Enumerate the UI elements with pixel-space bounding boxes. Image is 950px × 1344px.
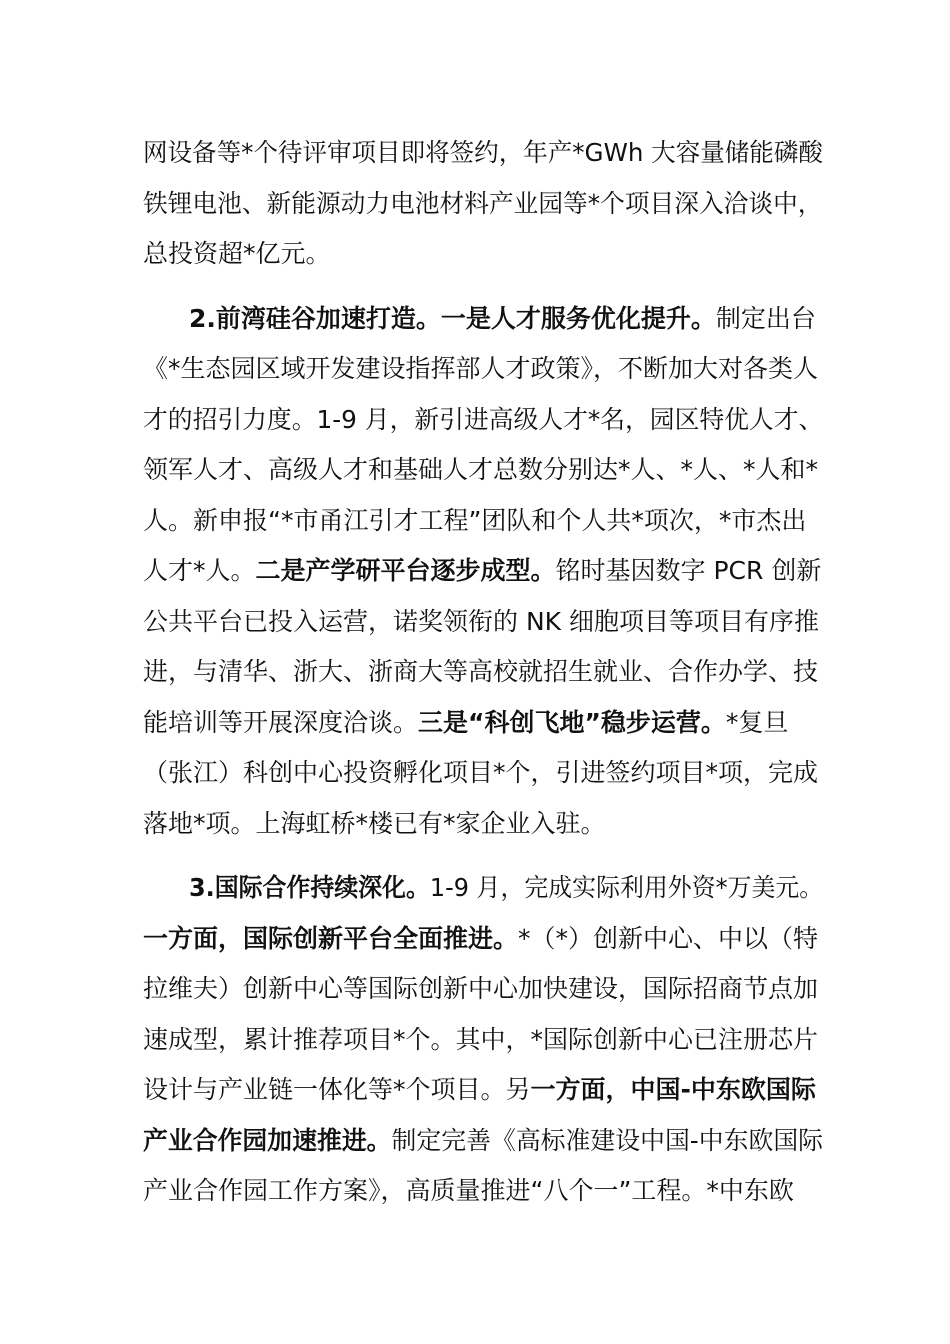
text-line: 《*生态园区域开发建设指挥部人才政策》，不断加大对各类人 (143, 354, 819, 383)
bold-subheading: 二是产学研平台逐步成型。 (255, 556, 556, 585)
text-line: 才的招引力度。1-9 月，新引进高级人才*名，园区特优人才、 (143, 404, 824, 434)
text-line: 3.国际合作持续深化。1-9 月，完成实际利用外资*万美元。 (189, 873, 824, 902)
text-line: 一方面，国际创新平台全面推进。*（*）创新中心、中以（特 (143, 923, 819, 953)
bold-subheading: 一方面，国际创新平台全面推进。 (143, 923, 519, 953)
text-line: 人。新申报“*市甬江引才工程”团队和个人共*项次，*市杰出 (143, 505, 807, 535)
text-line: 人才*人。二是产学研平台逐步成型。铭时基因数字 PCR 创新 (143, 556, 822, 585)
text-line: 总投资超*亿元。 (143, 239, 331, 268)
text-line: 产业合作园工作方案》，高质量推进“八个一”工程。*中东欧 (143, 1176, 794, 1205)
text-line: 网设备等*个待评审项目即将签约，年产*GWh 大容量储能磷酸 (143, 138, 823, 167)
section-heading: 2.前湾硅谷加速打造。一是人才服务优化提升。 (189, 303, 716, 333)
paragraph-1 (143, 128, 823, 280)
bold-subheading: 产业合作园加速推进。 (143, 1125, 392, 1155)
document-body (143, 128, 823, 1217)
paragraph-2 (143, 294, 823, 850)
section-heading: 3.国际合作持续深化。 (189, 873, 430, 902)
text-line: 领军人才、高级人才和基础人才总数分别达*人、*人、*人和* (143, 455, 819, 484)
text-line: 产业合作园加速推进。制定完善《高标准建设中国-中东欧国际 (143, 1125, 824, 1155)
text-line: 2.前湾硅谷加速打造。一是人才服务优化提升。制定出台 (189, 303, 816, 333)
bold-subheading: 一方面，中国-中东欧国际 (530, 1075, 816, 1104)
text-line: 进，与清华、浙大、浙商大等高校就招生就业、合作办学、技 (143, 657, 819, 686)
text-line: 公共平台已投入运营，诺奖领衔的 NK 细胞项目等项目有序推 (143, 606, 819, 636)
text-line: 能培训等开展深度洽谈。三是“科创飞地”稳步运营。*复旦 (143, 707, 789, 737)
bold-subheading: 三是“科创飞地”稳步运营。 (418, 707, 726, 737)
text-line: （张江）科创中心投资孵化项目*个，引进签约项目*项，完成 (143, 758, 819, 787)
text-line: 设计与产业链一体化等*个项目。另一方面，中国-中东欧国际 (143, 1075, 816, 1104)
text-line: 速成型，累计推荐项目*个。其中，*国际创新中心已注册芯片 (143, 1024, 819, 1054)
text-line: 落地*项。上海虹桥*楼已有*家企业入驻。 (143, 808, 606, 838)
text-line: 拉维夫）创新中心等国际创新中心加快建设，国际招商节点加 (143, 974, 819, 1003)
paragraph-3 (143, 863, 823, 1217)
text-line: 铁锂电池、新能源动力电池材料产业园等*个项目深入洽谈中， (143, 188, 823, 218)
